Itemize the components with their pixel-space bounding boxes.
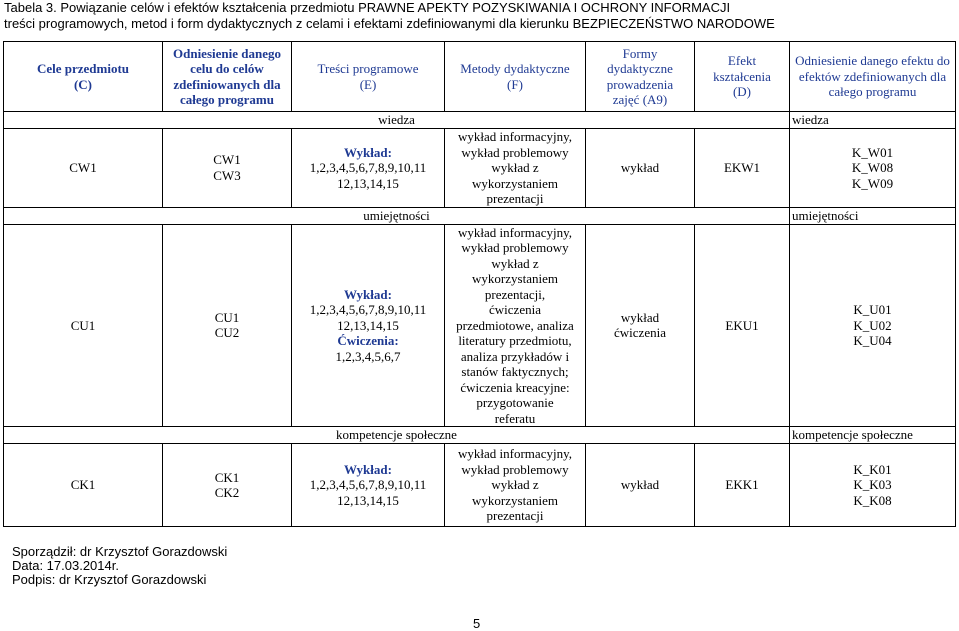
group-label-knowledge-right: wiedza	[790, 112, 956, 129]
caption-line-2: treści programowych, metod i form dydaktycznych z celami i efektami zdefiniowanymi dla kierunku BEZPIECZEŃSTWO NARODOWE	[4, 16, 775, 31]
group-label-social-competences: kompetencje społeczne	[4, 427, 790, 444]
effect-references: K_U01 K_U02 K_U04	[790, 224, 956, 427]
program-content: Wykład: 1,2,3,4,5,6,7,8,9,10,11 12,13,14,15	[292, 444, 445, 527]
teaching-methods: wykład informacyjny, wykład problemowy wykład z wykorzystaniem prezentacji	[445, 129, 586, 208]
learning-effect: EKU1	[695, 224, 790, 427]
teaching-forms: wykład	[586, 129, 695, 208]
group-label-skills-right: umiejętności	[790, 207, 956, 224]
group-label-skills: umiejętności	[4, 207, 790, 224]
learning-effect: EKW1	[695, 129, 790, 208]
header-row	[4, 42, 956, 112]
caption-line-1: Tabela 3. Powiązanie celów i efektów kształcenia przedmiotu PRAWNE APEKTY POZYSKIWANIA I OCHRONY INFORMACJI	[4, 0, 731, 15]
group-row-skills	[4, 207, 956, 224]
teaching-forms: wykład	[586, 444, 695, 527]
program-content: Wykład: 1,2,3,4,5,6,7,8,9,10,11 12,13,14,15	[292, 129, 445, 208]
header-forms: Formy dydaktyczne prowadzenia zajęć (A9)	[586, 42, 695, 112]
footer	[12, 545, 227, 587]
learning-effect: EKK1	[695, 444, 790, 527]
prepared-by: Sporządził: dr Krzysztof Gorazdowski	[12, 544, 228, 559]
goal-reference: CK1 CK2	[163, 444, 292, 527]
group-row-social-competences	[4, 427, 956, 444]
program-content: Wykład: 1,2,3,4,5,6,7,8,9,10,11 12,13,14,15 Ćwiczenia: 1,2,3,4,5,6,7	[292, 224, 445, 427]
group-label-knowledge: wiedza	[4, 112, 790, 129]
header-goal-reference: Odniesienie danego celu do celów zdefiniowanych dla całego programu	[163, 42, 292, 112]
goal-reference: CU1 CU2	[163, 224, 292, 427]
header-effect-reference: Odniesienie danego efektu do efektów zdefiniowanych dla całego programu	[790, 42, 956, 112]
header-content: Treści programowe (E)	[292, 42, 445, 112]
header-goals: Cele przedmiotu (C)	[4, 42, 163, 112]
table-row	[4, 129, 956, 208]
effect-references: K_K01 K_K03 K_K08	[790, 444, 956, 527]
header-methods: Metody dydaktyczne (F)	[445, 42, 586, 112]
effect-references: K_W01 K_W08 K_W09	[790, 129, 956, 208]
table-caption	[4, 0, 954, 32]
date: Data: 17.03.2014r.	[12, 558, 119, 573]
page-number: 5	[473, 616, 481, 631]
signature: Podpis: dr Krzysztof Gorazdowski	[12, 572, 207, 587]
goal-code: CW1	[4, 129, 163, 208]
goal-reference: CW1 CW3	[163, 129, 292, 208]
group-label-social-competences-right: kompetencje społeczne	[790, 427, 956, 444]
goals-effects-table	[3, 41, 956, 527]
goal-code: CK1	[4, 444, 163, 527]
header-effect: Efekt kształcenia (D)	[695, 42, 790, 112]
teaching-methods: wykład informacyjny, wykład problemowy wykład z wykorzystaniem prezentacji, ćwiczenia przedmiotowe, analiza literatury przedmiotu, analiza przykładów i stanów faktycznych; ćwiczenia kreacyjne: przygotowanie referatu	[445, 224, 586, 427]
group-row-knowledge	[4, 112, 956, 129]
teaching-forms: wykład ćwiczenia	[586, 224, 695, 427]
table-row	[4, 224, 956, 427]
teaching-methods: wykład informacyjny, wykład problemowy wykład z wykorzystaniem prezentacji	[445, 444, 586, 527]
goal-code: CU1	[4, 224, 163, 427]
table-row	[4, 444, 956, 527]
